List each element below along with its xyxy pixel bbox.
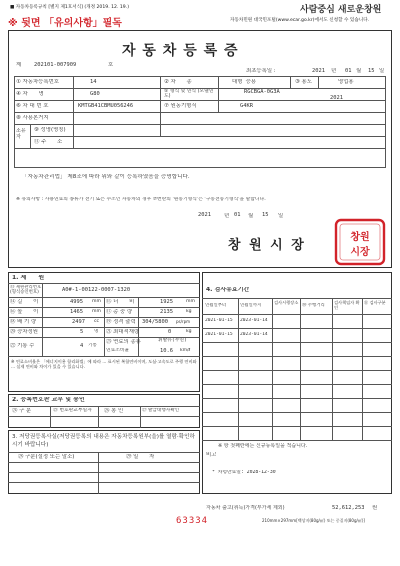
paper-size: 210mm×297mm[백상지(80g/㎡) 또는 중질지(80g/㎡)] — [262, 518, 365, 523]
first-reg-day: 15 — [368, 68, 375, 74]
length-value: 4995 — [70, 299, 83, 305]
insp-col-to: 연월일까지 — [240, 303, 262, 308]
height-value: 1465 — [70, 309, 83, 315]
type-label: ② 차 종 — [164, 79, 192, 85]
insp-col-inspector: 검사책임자 확인 — [334, 300, 360, 310]
document-title: 자 동 차 등 록 증 — [122, 43, 239, 59]
engine-label: ⑦ 원동기형식 — [164, 103, 197, 109]
height-label: ⑯ 높 이 — [10, 309, 39, 315]
first-reg-month: 01 — [345, 68, 352, 74]
model-value: RGCBGA-0G3A — [244, 89, 280, 95]
official-seal-icon — [334, 218, 386, 266]
power-unit: ps/rpm — [176, 319, 191, 324]
approval-label: ⑬ 제원관리번호 (형식승인번호) — [10, 285, 42, 295]
first-reg-year-unit: 년 — [331, 68, 337, 74]
law-statement: 「자동차관리법」 제8조에 따라 위와 같이 등록하였음을 증명합니다. — [22, 174, 190, 180]
insp-col-from: 연월일부터 — [205, 303, 227, 308]
cylinders-value: 4 — [80, 343, 84, 349]
first-reg-year: 2021 — [312, 68, 325, 74]
reg-no-suffix: 호 — [108, 62, 114, 68]
insp-row2-from: 2021-01-15 — [205, 332, 233, 337]
owner-group-label: 소유자 — [16, 128, 26, 140]
total-weight-unit: kg — [186, 309, 192, 314]
length-unit: mm — [92, 299, 101, 304]
power-label: ⑲ 정격 출력 — [106, 319, 136, 325]
vin-label: ⑥ 차 대 번 호 — [16, 103, 49, 109]
name-label: ④ 차 명 — [16, 91, 44, 97]
owner-name-label: ⑨ 성명(명칭) — [34, 127, 66, 133]
insp-row1-to: 2023-01-14 — [240, 318, 268, 323]
insp-col-mileage: ㉚ 주행거리 — [302, 303, 325, 308]
mortgage-col-date: ㉙ 일 자 — [126, 454, 155, 460]
issue-day: 15 — [262, 212, 269, 218]
insp-row1-from: 2021-01-15 — [205, 318, 233, 323]
seats-unit: 명 — [94, 329, 99, 334]
seats-value: 5 — [80, 329, 84, 335]
width-label: ⑮ 너 비 — [106, 299, 135, 305]
width-value: 1925 — [160, 299, 173, 305]
fuel-type-note: ※ 유의사항 : 사용연료의 종류가 전기 또는 수소인 자동차의 경우 ⑦번란의 '원동기형식'은 '구동전동기형식'을 말합니다. — [16, 197, 266, 202]
inspection-remark: ※ 항 첫째란에는 신규등록일을 적습니다. — [218, 443, 308, 449]
efficiency-unit: km/ℓ — [180, 348, 191, 353]
specs-title: 1. 제 원 — [12, 275, 45, 281]
fuel-value: 휘발유(무연) — [158, 338, 187, 343]
notice-banner: ※ 뒷면 「유의사항」필독 — [8, 18, 122, 29]
height-unit: mm — [92, 309, 101, 314]
reg-no-label: 제 — [16, 62, 22, 68]
svg-text:시장: 시장 — [350, 247, 370, 258]
use-label: ③ 용도 — [295, 79, 312, 85]
inspection-frame — [202, 272, 392, 494]
issue-year: 2021 — [198, 212, 211, 218]
insp-col-type: ㉛ 검사구분 — [364, 300, 386, 305]
seats-label: ⑳ 승차정원 — [10, 329, 38, 335]
model-year: 2021 — [330, 95, 343, 101]
efficiency-value: 10.6 — [160, 348, 173, 354]
insp-col-place: 검사시행장소 — [274, 300, 299, 305]
width-unit: mm — [186, 299, 195, 304]
total-weight-label: ⑰ 총 중 량 — [106, 309, 133, 315]
online-note: 자동차민원 대국민포털(www.ecar.go.kr)에서도 신청할 수 있습니다. — [230, 18, 370, 23]
max-load-label: ㉑ 최대적재량 — [106, 329, 140, 335]
approval-value: A0#-1-00122-0007-1320 — [62, 287, 131, 293]
total-weight-value: 2135 — [160, 309, 173, 315]
use-value: 영업용 — [338, 79, 354, 85]
displacement-value: 2497 — [72, 319, 85, 325]
displacement-unit: cc — [94, 319, 100, 324]
name-value: G80 — [90, 91, 100, 97]
cylinders-unit: 기통 — [88, 343, 97, 348]
fuel-efficiency-note: ※ 연료소비율은 「에너지이용 합리화법」에 따라 ... 표시된 복합연비이며, 도심·고속도로 주행 연비와 ... 실제 연비와 차이가 있을 수 있습니다. — [11, 359, 197, 369]
memo-value: * 차령만료일: 2028-12-30 — [212, 470, 276, 475]
plate-col-date: ㉕ 번호판교부일자 — [53, 408, 92, 413]
plate-value: 14 — [90, 79, 97, 85]
power-value: 304/5800 — [142, 319, 168, 325]
reg-no-value: 202101-007909 — [34, 62, 77, 68]
memo-label: 비고 — [206, 452, 217, 458]
displacement-label: ⑱ 배 기 량 — [10, 319, 37, 325]
first-reg-day-unit: 일 — [379, 68, 385, 74]
model-label: ⑤ 형식 및 연식 (모델연도) — [164, 89, 214, 100]
insp-row2-to: 2023-01-14 — [240, 332, 268, 337]
seal-lettering: 창원 — [350, 232, 370, 243]
cylinders-label: ㉒ 기통 수 — [10, 343, 35, 349]
type-value: 대형 승용 — [232, 79, 257, 85]
max-load-unit: kg — [186, 329, 192, 334]
price-value: 52,612,253 — [332, 505, 365, 511]
plate-issue-title: 2. 등록번호판 교부 및 봉인 — [12, 397, 85, 403]
issue-month: 01 — [234, 212, 241, 218]
base-label: ⑧ 사용본거지 — [16, 115, 49, 121]
plate-col-seal: ㉖ 봉 인 — [104, 408, 124, 414]
issue-month-unit: 월 — [248, 213, 254, 219]
issue-day-unit: 일 — [278, 213, 284, 219]
efficiency-label: 연료소비율 — [106, 348, 130, 353]
price-unit: 원 — [372, 505, 378, 511]
issue-year-unit: 년 — [224, 213, 230, 219]
plate-label: ① 자동차등록번호 — [16, 79, 59, 85]
price-label: 자동차 출고(취득)가격(부가세 제외) — [206, 505, 285, 511]
vin-value: KMTGB41CBMU056246 — [78, 103, 134, 109]
plate-col-agent: ㉗ 발급대행자확인 — [142, 408, 180, 413]
engine-value: G4KR — [240, 103, 253, 109]
form-reference: ■ 자동차등록규칙 [별지 제1호서식] (개정 2019. 12. 19.) — [10, 5, 129, 10]
inspection-title: 4. 검사유효기간 — [206, 287, 250, 293]
mortgage-col-type: ㉘ 구분(설정 또는 말소) — [18, 454, 75, 460]
mortgage-title: 3. 저당권등록사실(저당권등록의 내용은 자동차등록원부(을)를 열람·확인하시기 바랍니다) — [12, 434, 195, 448]
owner-addr-label: ⑪ 주 소 — [34, 139, 63, 145]
stamp-number: 63334 — [176, 516, 209, 526]
first-reg-month-unit: 월 — [356, 68, 362, 74]
plate-col-type: ㉔ 구 분 — [12, 408, 32, 414]
city-brand: 사람중심 새로운창원 — [300, 5, 382, 15]
first-reg-label: 최초등록일 : — [246, 68, 276, 74]
fuel-label: ㉓ 연료의 종류 — [106, 339, 141, 345]
max-load-value: 0 — [168, 329, 172, 335]
issuing-authority: 창 원 시 장 — [228, 238, 306, 253]
length-label: ⑭ 길 이 — [10, 299, 39, 305]
